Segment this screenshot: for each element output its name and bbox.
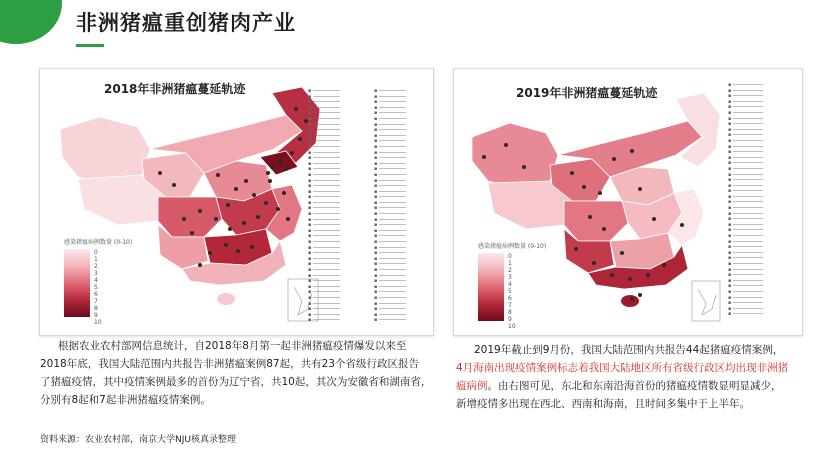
case-list-2018-col1: ▪ ───────── ▪ ───────── ▪ ───────── ▪ ───────── ▪ ───────── ▪ ───────── ▪ ───────── ▪ ───────── ▪ ───────── ▪ ───────── ▪ ───────── ▪ ───────── ▪ ───────── ▪ ───────── ▪ ───────── ▪ ───────── ▪ ───────── ▪ ───────── ▪ ───────── ▪ ───────── ▪ ───────── ▪ ───────── ▪ ───────── ▪ ───────── ▪ ───────── ▪ ───────── ▪ ───────── ▪ ───────── ▪ ───────── ▪ ───────── ▪ ───────── ▪ ───────── ▪ ───────── ▪ ───────── ▪ ───────── ▪ ───────── ▪ ───────── ▪ ───────── ▪ ───────── ▪ ───────── ▪ ───────── ▪ ─────────: [308, 89, 341, 324]
source-note: 资料来源：农业农村部，南京大学NJU核真录整理: [40, 435, 236, 445]
legend-2018: [64, 237, 133, 326]
caption-highlight: 4月海南出现疫情案例标志着我国大陆地区所有省级行政区均出现非洲猪: [456, 362, 789, 374]
brand-corner-arc: [0, 0, 62, 44]
legend-title-2019: 感染猪瘟病例数量 (0-10): [478, 243, 547, 250]
legend-title-2018: 感染猪瘟病例数量 (0-10): [64, 239, 133, 246]
case-list-2018-col2: ▪ ───────── ▪ ───────── ▪ ───────── ▪ ───────── ▪ ───────── ▪ ───────── ▪ ───────── ▪ ───────── ▪ ───────── ▪ ───────── ▪ ───────── ▪ ───────── ▪ ───────── ▪ ───────── ▪ ───────── ▪ ───────── ▪ ───────── ▪ ───────── ▪ ───────── ▪ ───────── ▪ ───────── ▪ ───────── ▪ ───────── ▪ ───────── ▪ ───────── ▪ ───────── ▪ ───────── ▪ ───────── ▪ ───────── ▪ ───────── ▪ ───────── ▪ ───────── ▪ ───────── ▪ ───────── ▪ ───────── ▪ ───────── ▪ ───────── ▪ ───────── ▪ ───────── ▪ ───────── ▪ ───────── ▪ ─────────: [374, 89, 407, 324]
caption-2018: 根据农业农村部网信息统计，自2018年8月第一起非洲猪瘟疫情爆发以来至 2018年底，我国大陆范围内共报告非洲猪瘟案例87起，共有23个省级行政区报告 了猪瘟疫情，其中疫情案例最多的首份为辽宁省，共10起，其次为安徽省和湖南省， 分别有8起和7起非洲猪瘟疫情案例。: [40, 340, 432, 406]
legend-ticks-2018: 0 1 2 3 4 5 6 7 8 9 10: [94, 249, 102, 326]
region-sichuan: [158, 197, 222, 237]
map-title-2018: 2018年非洲猪瘟蔓延轨迹: [104, 82, 246, 96]
case-list-2019: ▪ ────────── ▪ ────────── ▪ ────────── ▪ ────────── ▪ ────────── ▪ ────────── ▪ ────────── ▪ ────────── ▪ ────────── ▪ ────────── ▪ ────────── ▪ ────────── ▪ ────────── ▪ ────────── ▪ ────────── ▪ ────────── ▪ ────────── ▪ ────────── ▪ ────────── ▪ ────────── ▪ ────────── ▪ ────────── ▪ ────────── ▪ ────────── ▪ ────────── ▪ ────────── ▪ ────────── ▪ ────────── ▪ ────────── ▪ ────────── ▪ ────────── ▪ ────────── ▪ ────────── ▪ ────────── ▪ ────────── ▪ ────────── ▪ ────────── ▪ ────────── ▪ ────────── ▪ ────────── ▪ ────────── ▪ ──────────: [728, 83, 764, 318]
legend-2019: [478, 241, 547, 330]
title-underline: [76, 44, 104, 47]
legend-color-bar-2018: [64, 249, 90, 317]
map-panel-2018: [39, 68, 434, 336]
page-title: 非洲猪瘟重创猪肉产业: [76, 11, 296, 35]
south-sea-inset: [692, 281, 720, 321]
map-panel-2019: [453, 68, 803, 336]
map-title-2019: 2019年非洲猪瘟蔓延轨迹: [516, 86, 658, 100]
region-hainan: [621, 295, 639, 307]
legend-color-bar-2019: [478, 253, 504, 321]
region-sichuan: [564, 201, 628, 241]
caption-2019: 2019年截止到9月份，我国大陆范围内共报告44起猪瘟疫情案例， 4月海南出现疫情案例标志着我国大陆地区所有省级行政区均出现非洲猪 瘟病例。由右图可见，东北和东南沿海首份的猪瘟疫情数显明显减少， 新增疫情多出现在西北、西南和海南，且时间多集中于上半年。: [456, 341, 804, 413]
region-west: [60, 117, 150, 185]
region-hainan: [217, 293, 235, 305]
legend-ticks-2019: 0 1 2 3 4 5 6 7 8 9 10: [508, 253, 516, 330]
